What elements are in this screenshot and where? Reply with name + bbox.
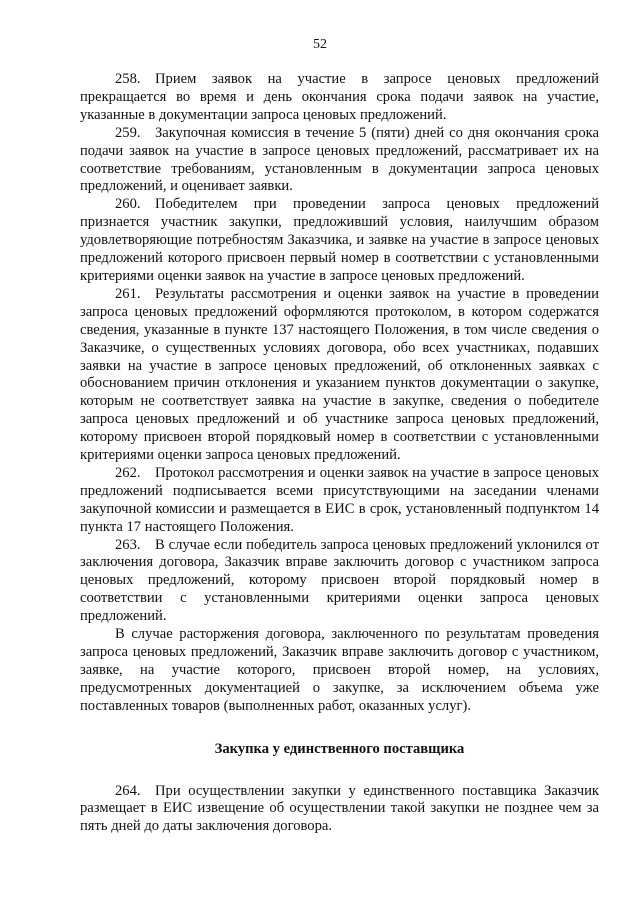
paragraph-261 [80, 286, 599, 465]
paragraphs-top [80, 71, 599, 716]
paragraph-263-continuation [80, 626, 599, 716]
paragraphs-bottom [80, 783, 599, 837]
section-title: Закупка у единственного поставщика [214, 740, 465, 757]
paragraph-text: Прием заявок на участие в запросе ценовых предложений прекращается во время и день окончания срока подачи заявок на участие, указанные в документации запроса ценовых предложений. [80, 71, 599, 123]
paragraph-262 [80, 465, 599, 537]
paragraph-260 [80, 196, 599, 286]
paragraph-number: 262. [115, 464, 141, 481]
paragraph-text: Протокол рассмотрения и оценки заявок на участие в запросе ценовых предложений подписывается всеми присутствующими на заседании членами закупочной комиссии и размещается в ЕИС в срок, установленный подпунктом 14 пункта 17 настоящего Положения. [80, 464, 599, 535]
document-body [80, 71, 599, 836]
paragraph-number: 264. [115, 782, 141, 799]
paragraph-text: При осуществлении закупки у единственного поставщика Заказчик размещает в ЕИС извещение об осуществлении такой закупки не позднее чем за пять дней до даты заключения договора. [80, 782, 599, 835]
paragraph-text: Закупочная комиссия в течение 5 (пяти) дней со дня окончания срока подачи заявок на участие в запросе ценовых предложений, рассматривает их на соответствие требованиям, установленным в документации запроса ценовых предложений, и оценивает заявки. [80, 124, 599, 195]
paragraph-264 [80, 783, 599, 837]
paragraph-text: В случае расторжения договора, заключенного по результатам проведения запроса ценовых предложений, Заказчик вправе заключить договор с участником, заявке, на участие которого, присвоен второй номер, на условиях, предусмотренных документацией о закупке, за исключением объема уже поставленных товаров (выполненных работ, оказанных услуг). [80, 626, 599, 714]
paragraph-263 [80, 537, 599, 627]
paragraph-258 [80, 71, 599, 125]
paragraph-number: 261. [115, 285, 141, 302]
paragraph-number: 263. [115, 536, 141, 553]
paragraph-text: Победителем при проведении запроса ценовых предложений признается участник закупки, предложивший условия, наилучшим образом удовлетворяющие потребностям Заказчика, и заявке на участие в запросе ценовых предложений которого присвоен первый номер в соответствии с установленными критериями оценки заявок на участие в запросе ценовых предложений. [80, 196, 599, 284]
paragraph-259 [80, 125, 599, 197]
paragraph-text: Результаты рассмотрения и оценки заявок на участие в проведении запроса ценовых предложений оформляются протоколом, в котором содержатся сведения, указанные в пункте 137 настоящего Положения, в том числе сведения о Заказчике, о существенных условиях договора, обо всех участниках, подавших заявки на участие в запросе ценовых предложений, об отклоненных заявках с обоснованием причин отклонения и указанием пунктов документации о закупке, которым не соответствует заявка на участие в закупке, сведения о победителе запроса ценовых предложений и об участнике запроса ценовых предложений, которому присвоен второй порядковый номер в соответствии с установленными критериями оценки запроса ценовых предложений. [80, 285, 599, 464]
paragraph-number: 258. [115, 71, 141, 87]
paragraph-text: В случае если победитель запроса ценовых предложений уклонился от заключения договора, Заказчик вправе заключить договор с участником запроса ценовых предложений, которому присвоен второй порядковый номер в соответствии с установленными критериями оценки запроса ценовых предложений. [80, 536, 599, 625]
page-number: 52 [313, 37, 327, 52]
paragraph-number: 260. [115, 196, 141, 213]
paragraph-number: 259. [115, 124, 141, 141]
